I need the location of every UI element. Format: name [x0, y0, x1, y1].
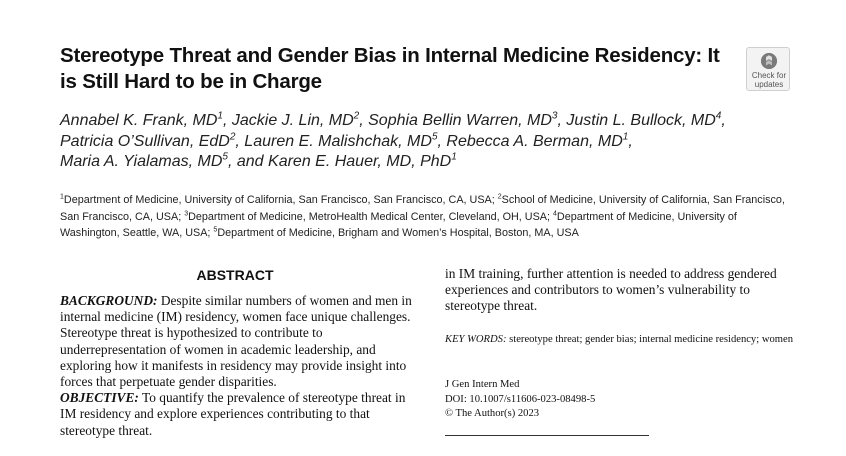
author-separator: , — [721, 112, 726, 129]
author-name: Jackie J. Lin, MD — [231, 112, 354, 129]
author-separator: , — [628, 132, 633, 150]
check-for-updates-line1: Check for — [751, 71, 787, 80]
author-affiliation-number: 5 — [431, 131, 438, 143]
affiliation-text: Department of Medicine, University of California, San Francisco, San Francisco, CA, USA; — [63, 194, 498, 206]
affiliation-text: Department of Medicine, MetroHealth Medical Center, Cleveland, OH, USA; — [188, 210, 553, 223]
author-affiliation-number: 2 — [353, 110, 360, 122]
author-separator: , — [222, 112, 232, 129]
author-separator: , — [359, 112, 369, 129]
check-for-updates-icon — [761, 53, 777, 69]
affiliation-text: Department of Medicine, University of Washington, Seattle, WA, USA; — [60, 210, 737, 239]
author-name: Patricia O’Sullivan, EdD — [60, 132, 230, 150]
author-name: Lauren E. Malishchak, MD — [244, 132, 432, 150]
background-text: Despite similar numbers of women and men in internal medicine (IM) residency, women face unique challenges. Stereotype threat is hypothesized to contribute to underrepresentation of women in academic leadership, and exploring how it manifests in residency may provide insight into forces that perpetuate gender disparities. — [60, 293, 412, 390]
abstract-objective — [60, 390, 412, 439]
abstract-right-column — [445, 266, 797, 315]
abstract-heading: ABSTRACT — [196, 267, 274, 283]
objective-text: To quantify the prevalence of stereotype threat in IM residency and explore experiences contributing to that stereotype threat. — [60, 390, 406, 438]
check-for-updates-line2: updates — [754, 79, 784, 89]
author-affiliation-number: 1 — [217, 110, 223, 122]
author-separator: , — [235, 132, 245, 150]
check-for-updates-badge[interactable] — [746, 47, 790, 91]
author-affiliation-number: 5 — [222, 151, 228, 163]
keywords — [445, 332, 795, 348]
article-title: Stereotype Threat and Gender Bias in Internal Medicine Residency: It is Still Hard to be in Charge — [60, 44, 720, 93]
author-affiliation-number: 1 — [451, 151, 457, 163]
affiliation-number: 5 — [213, 226, 218, 234]
author-affiliation-number: 1 — [622, 131, 629, 143]
journal-name: J Gen Intern Med — [445, 379, 520, 390]
author-separator: , — [557, 112, 567, 129]
author-separator: , and — [227, 153, 269, 170]
affiliation-text: School of Medicine, University of California, San Francisco, San Francisco, CA, USA; — [60, 194, 785, 223]
background-label: BACKGROUND: — [60, 293, 158, 308]
keywords-text: stereotype threat; gender bias; internal medicine residency; women — [506, 334, 794, 345]
author-affiliation-number: 4 — [715, 110, 722, 122]
affiliation-number: 1 — [60, 193, 64, 201]
author-name: Maria A. Yialamas, MD — [60, 153, 223, 170]
abstract-continued-text: in IM training, further attention is needed to address gendered experiences and contributors to women’s vulnerability to stereotype threat. — [445, 266, 777, 314]
affiliation-text: Department of Medicine, Brigham and Women’s Hospital, Boston, MA, USA — [217, 227, 579, 239]
author-name: Karen E. Hauer, MD, PhD — [268, 153, 452, 170]
check-for-updates-label — [747, 72, 791, 89]
copyright: © The Author(s) 2023 — [445, 408, 540, 419]
affiliation-number: 2 — [497, 193, 502, 201]
author-affiliation-number: 3 — [551, 110, 558, 122]
author-name: Justin L. Bullock, MD — [566, 112, 716, 129]
article-meta — [445, 378, 745, 422]
doi[interactable]: DOI: 10.1007/s11606-023-08498-5 — [445, 393, 596, 405]
divider-line — [445, 435, 649, 436]
author-name: Rebecca A. Berman, MD — [446, 132, 623, 150]
author-separator: , — [437, 132, 447, 150]
author-list — [60, 111, 780, 173]
affiliation-number: 4 — [552, 209, 557, 217]
abstract-background — [60, 293, 412, 390]
author-name: Annabel K. Frank, MD — [60, 112, 218, 129]
keywords-label: KEY WORDS: — [445, 334, 507, 345]
objective-label: OBJECTIVE: — [60, 390, 139, 406]
affiliations — [60, 192, 785, 242]
affiliation-number: 3 — [184, 209, 189, 217]
author-name: Sophia Bellin Warren, MD — [368, 112, 552, 129]
author-affiliation-number: 2 — [229, 131, 236, 143]
abstract-left-column — [60, 293, 412, 439]
